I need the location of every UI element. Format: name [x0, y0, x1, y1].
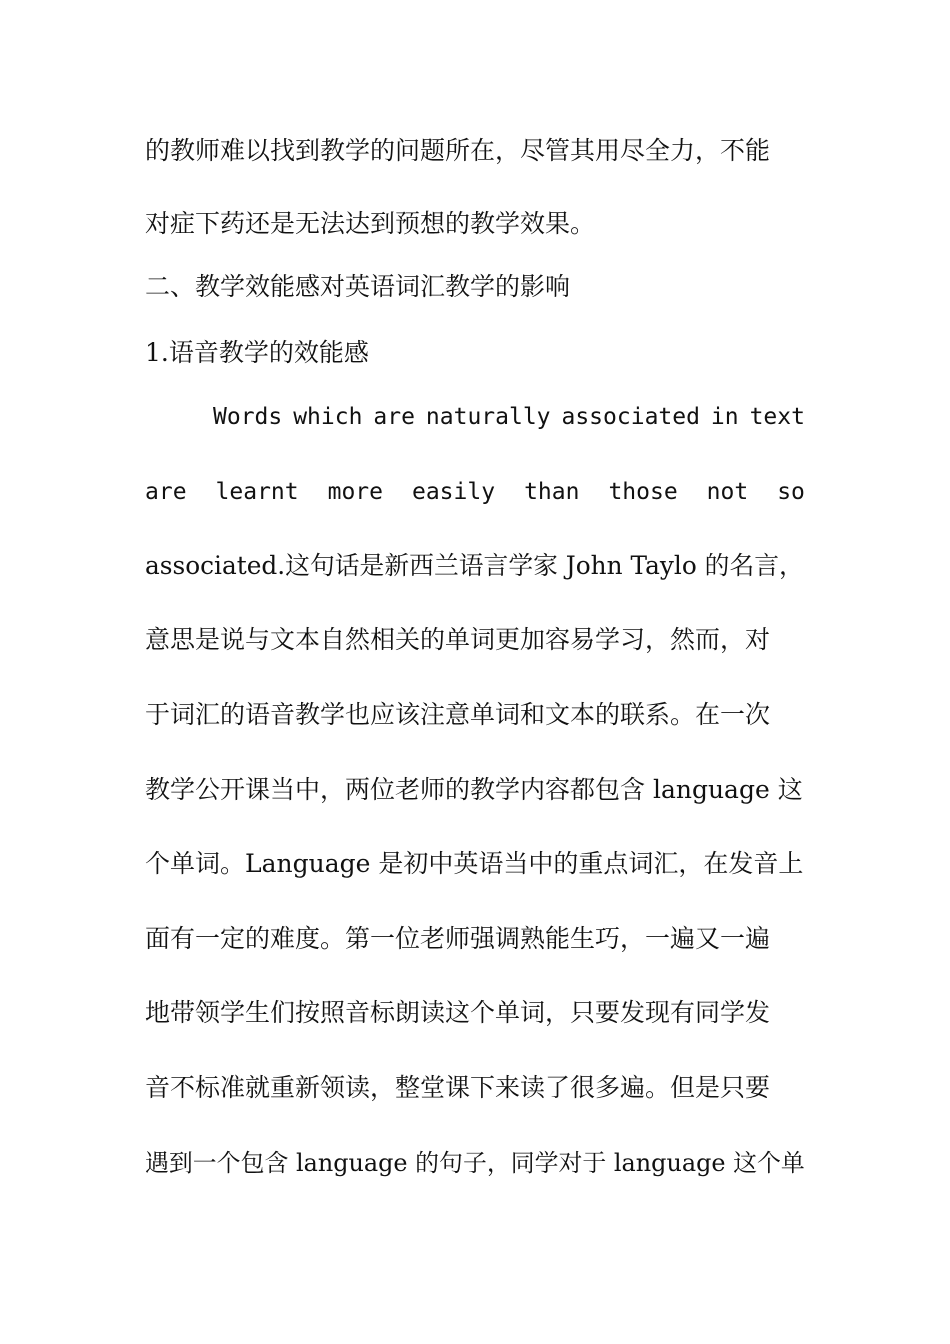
quote-word: learnt: [215, 479, 299, 505]
paragraph-line: 个单词。Language 是初中英语当中的重点词汇，在发音上: [145, 849, 804, 878]
quote-word: more: [327, 479, 383, 505]
quote-word: are: [373, 404, 415, 430]
quote-word: so: [777, 479, 805, 505]
quote-word: not: [706, 479, 749, 505]
quote-word: those: [608, 479, 678, 505]
quote-word: Words: [213, 404, 283, 430]
paragraph-line: 于词汇的语音教学也应该注意单词和文本的联系。在一次: [145, 700, 771, 729]
section-heading: 二、教学效能感对英语词汇教学的影响: [145, 272, 571, 301]
quote-word: in: [710, 404, 739, 430]
paragraph-line: 意思是说与文本自然相关的单词更加容易学习，然而，对: [145, 625, 771, 654]
english-quote-line-1: [145, 400, 805, 434]
paragraph-line: 的教师难以找到教学的问题所在，尽管其用尽全力，不能: [145, 136, 771, 165]
quote-word: easily: [411, 479, 496, 505]
english-quote-line-2: [145, 475, 805, 509]
quote-word: are: [145, 479, 187, 505]
quote-word: naturally: [425, 404, 551, 430]
quote-word: which: [293, 404, 363, 430]
paragraph-line: 音不标准就重新领读，整堂课下来读了很多遍。但是只要: [145, 1073, 771, 1102]
paragraph-line: associated.这句话是新西兰语言学家 John Taylo 的名言，: [145, 551, 804, 580]
quote-word: than: [524, 479, 580, 505]
paragraph-line: 对症下药还是无法达到预想的教学效果。: [145, 209, 596, 238]
quote-word: text: [749, 404, 805, 430]
paragraph-line: 教学公开课当中，两位老师的教学内容都包含 language 这: [145, 775, 803, 804]
subsection-heading: 1.语音教学的效能感: [145, 338, 369, 367]
paragraph-line: 遇到一个包含 language 的句子，同学对于 language 这个单: [145, 1149, 805, 1177]
paragraph-line: 地带领学生们按照音标朗读这个单词，只要发现有同学发: [145, 998, 771, 1027]
paragraph-line: 面有一定的难度。第一位老师强调熟能生巧，一遍又一遍: [145, 924, 771, 953]
quote-word: associated: [561, 404, 700, 430]
